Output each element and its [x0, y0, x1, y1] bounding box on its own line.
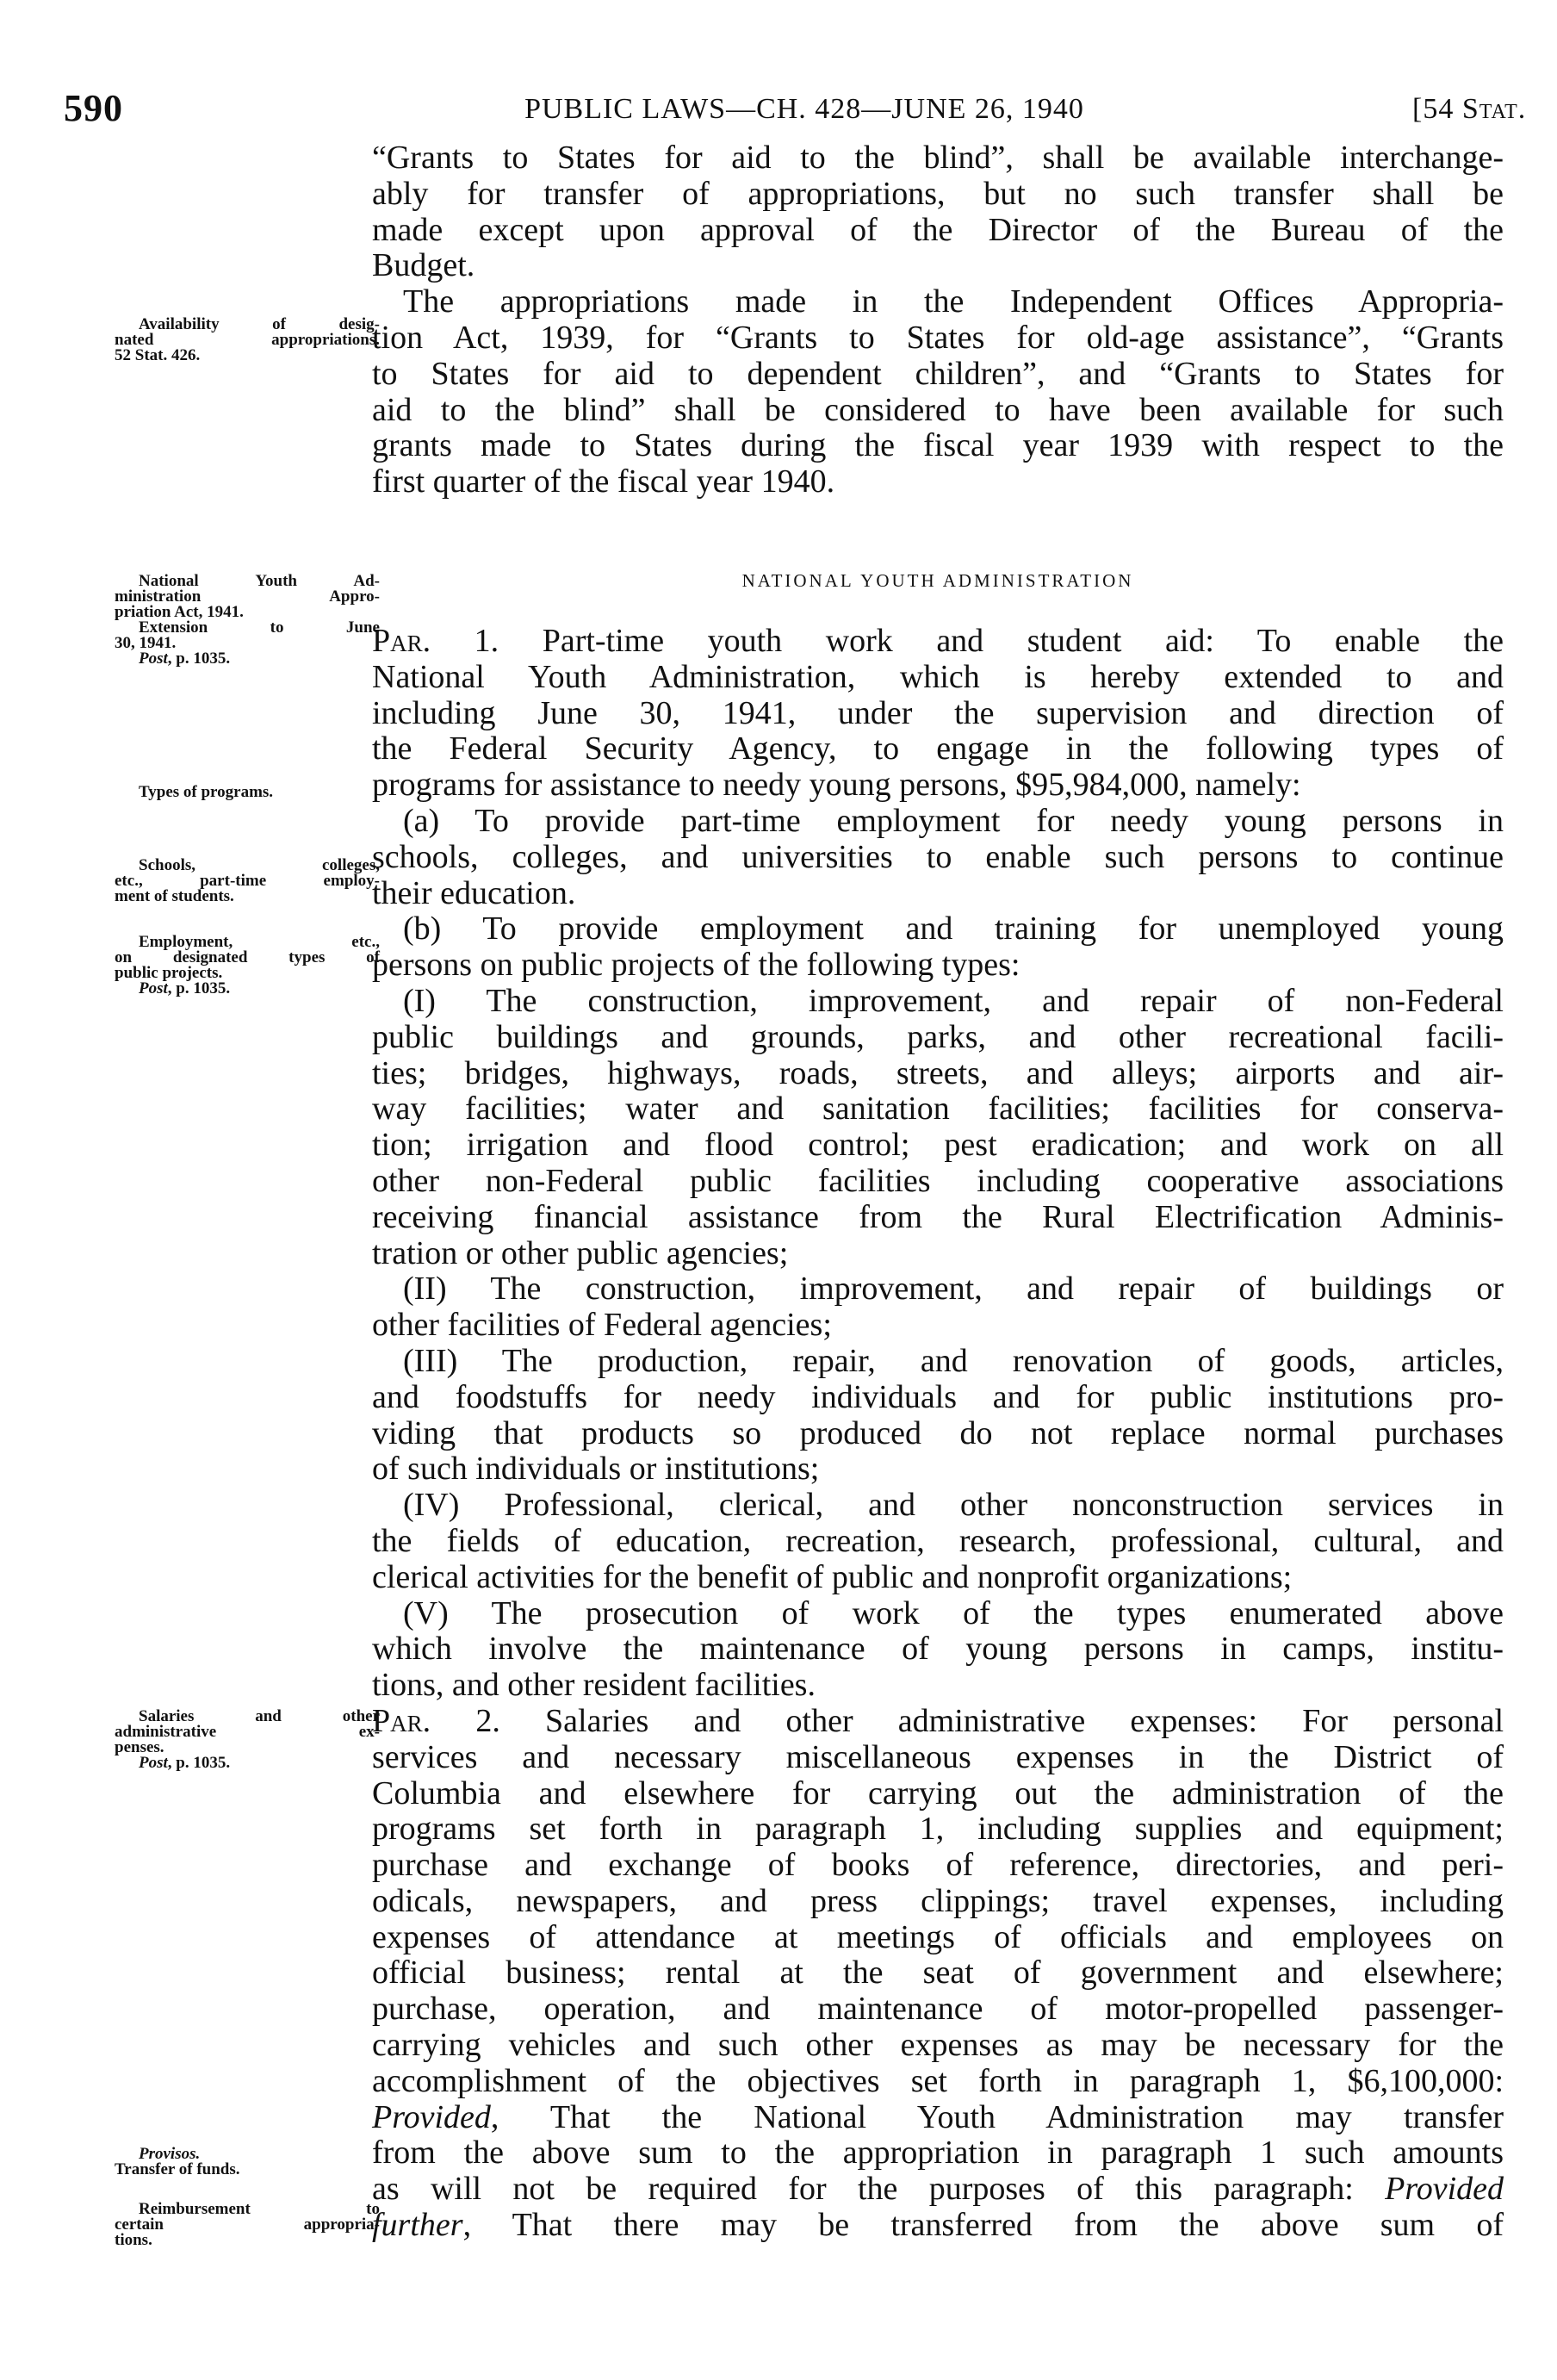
text-line: [372, 1560, 1504, 1596]
text-line: [372, 1488, 1504, 1524]
text-line: [372, 1848, 1504, 1884]
text-segment: the Federal Security Agency, to engage in the following types of: [372, 730, 1504, 767]
text-segment: Budget.: [372, 247, 475, 284]
text-line: [372, 2028, 1504, 2064]
text-line: [372, 1811, 1504, 1848]
text-segment: (III) The production, repair, and renovation of goods, articles,: [403, 1342, 1504, 1379]
text-segment: accomplishment of the objectives set forth in paragraph 1, $6,100,000:: [372, 2062, 1504, 2099]
margin-note-line: [115, 651, 380, 667]
text-line: [372, 804, 1504, 840]
text-line: [372, 1091, 1504, 1128]
text-segment: Types of programs.: [139, 783, 274, 801]
text-segment: services and necessary miscellaneous expenses in the District of: [372, 1738, 1504, 1775]
text-segment: odicals, newspapers, and press clippings; travel expenses, including: [372, 1882, 1504, 1919]
text-line: [372, 284, 1504, 320]
text-segment: Transfer of funds.: [115, 2160, 240, 2178]
text-segment: certain appropria-: [115, 2215, 380, 2234]
text-segment: ment of students.: [115, 887, 234, 905]
text-line: [372, 1776, 1504, 1812]
italic-text: Post: [139, 1754, 168, 1772]
italic-text: further: [372, 2207, 463, 2244]
margin-note-line: [115, 1755, 380, 1771]
margin-note-line: [115, 2217, 380, 2233]
text-line: [372, 2208, 1504, 2244]
body-text-block-1: [372, 140, 1504, 500]
text-line: [372, 1992, 1504, 2028]
text-segment: carrying vehicles and such other expenses as may be necessary for the: [372, 2027, 1504, 2064]
text-segment: National Youth Administration, which is hereby extended to and: [372, 658, 1504, 695]
text-segment: , p. 1035.: [167, 1754, 231, 1772]
text-segment: schools, colleges, and universities to enable such persons to continue: [372, 838, 1504, 875]
text-segment: (a) To provide part-time employment for needy young persons in: [403, 802, 1504, 839]
text-line: [372, 1380, 1504, 1416]
section-heading: National Youth Administration: [741, 564, 1134, 593]
text-segment: priation Act, 1941.: [115, 603, 244, 621]
text-line: [372, 1740, 1504, 1776]
text-segment: Par.: [372, 1702, 431, 1739]
text-segment: official business; rental at the seat of government and elsewhere;: [372, 1954, 1504, 1992]
text-segment: Par.: [372, 623, 431, 659]
margin-note-line: [115, 2233, 380, 2248]
text-segment: aid to the blind” shall be considered to have been available for such: [372, 391, 1504, 428]
text-line: [372, 393, 1504, 429]
text-segment: Reimbursement to: [139, 2200, 380, 2218]
text-line: [372, 213, 1504, 249]
text-line: [372, 876, 1504, 912]
margin-note-availability: [115, 317, 380, 364]
text-line: [372, 1524, 1504, 1560]
text-segment: on designated types of: [115, 948, 380, 966]
text-segment: and foodstuffs for needy individuals and for public institutions pro-: [372, 1378, 1504, 1415]
italic-text: Post: [139, 979, 168, 997]
text-segment: 2. Salaries and other administrative expenses: For personal: [431, 1702, 1504, 1739]
text-line: [372, 1056, 1504, 1092]
text-line: [372, 248, 1504, 284]
text-line: [372, 1920, 1504, 1956]
margin-note-line: [115, 348, 380, 364]
text-line: [372, 696, 1504, 732]
text-line: [372, 840, 1504, 876]
text-segment: (IV) Professional, clerical, and other nonconstruction services in: [403, 1487, 1504, 1524]
text-segment: (II) The construction, improvement, and repair of buildings or: [403, 1271, 1504, 1308]
text-line: [372, 767, 1504, 804]
text-segment: Extension to June: [139, 618, 380, 637]
text-line: [372, 1020, 1504, 1056]
text-line: [372, 1308, 1504, 1344]
text-segment: penses.: [115, 1738, 164, 1756]
text-line: [372, 464, 1504, 500]
text-segment: etc., part-time employ-: [115, 872, 380, 890]
text-line: [372, 984, 1504, 1020]
text-segment: National Youth Ad-: [139, 572, 380, 590]
text-segment: the fields of education, recreation, research, professional, cultural, and: [372, 1522, 1504, 1559]
text-line: [372, 2064, 1504, 2100]
text-segment: programs for assistance to needy young persons, $95,984,000, namely:: [372, 767, 1301, 804]
body-text-block-2: [372, 624, 1504, 2244]
text-line: [372, 1271, 1504, 1308]
text-line: [372, 948, 1504, 984]
text-segment: way facilities; water and sanitation facilities; facilities for conserva-: [372, 1091, 1504, 1128]
text-segment: ably for transfer of appropriations, but no such transfer shall be: [372, 175, 1504, 212]
text-segment: viding that products so produced do not replace normal purchases: [372, 1414, 1504, 1451]
margin-note-schools: [115, 858, 380, 904]
text-segment: Employment, etc.,: [139, 933, 380, 951]
text-line: [372, 1955, 1504, 1992]
text-segment: of such individuals or institutions;: [372, 1451, 820, 1488]
text-segment: Schools, colleges,: [139, 856, 380, 874]
margin-note-line: [115, 981, 380, 997]
margin-note-provisos: [115, 2147, 380, 2178]
text-segment: clerical activities for the benefit of public and nonprofit organizations;: [372, 1558, 1293, 1595]
text-segment: 1. Part-time youth work and student aid: To enable the: [431, 623, 1504, 659]
text-line: [372, 140, 1504, 177]
margin-note-reimbursement: [115, 2202, 380, 2248]
text-segment: other non-Federal public facilities including cooperative associations: [372, 1162, 1504, 1199]
text-segment: (I) The construction, improvement, and repair of non-Federal: [403, 982, 1504, 1019]
text-segment: purchase, operation, and maintenance of motor-propelled passenger-: [372, 1991, 1504, 2028]
text-segment: from the above sum to the appropriation in paragraph 1 such amounts: [372, 2135, 1504, 2172]
italic-text: Post: [139, 649, 168, 668]
text-line: [372, 2135, 1504, 2172]
margin-note-salaries: [115, 1709, 380, 1771]
margin-note-line: [115, 889, 380, 904]
text-segment: Columbia and elsewhere for carrying out the administration of the: [372, 1774, 1504, 1811]
text-segment: including June 30, 1941, under the supervision and direction of: [372, 694, 1504, 731]
text-line: [372, 1200, 1504, 1236]
text-segment: public projects.: [115, 964, 223, 982]
text-line: [372, 1631, 1504, 1668]
text-line: [372, 1236, 1504, 1272]
text-line: [372, 660, 1504, 696]
text-line: [372, 428, 1504, 464]
text-segment: , p. 1035.: [167, 649, 231, 668]
margin-note-line: [115, 785, 380, 800]
text-line: [372, 1416, 1504, 1452]
text-line: [372, 911, 1504, 948]
italic-text: Provided: [372, 2098, 491, 2135]
text-line: [372, 1596, 1504, 1632]
text-segment: , p. 1035.: [167, 979, 231, 997]
text-segment: which involve the maintenance of young persons in camps, institu-: [372, 1631, 1504, 1668]
text-segment: expenses of attendance at meetings of officials and employees on: [372, 1918, 1504, 1955]
text-segment: tration or other public agencies;: [372, 1234, 789, 1271]
text-line: [372, 1344, 1504, 1380]
text-line: [372, 624, 1504, 660]
text-segment: made except upon approval of the Director of the Bureau of the: [372, 211, 1504, 248]
running-head: PUBLIC LAWS—CH. 428—JUNE 26, 1940: [524, 93, 1084, 125]
text-segment: (V) The prosecution of work of the types enumerated above: [403, 1594, 1504, 1631]
text-line: [372, 1704, 1504, 1740]
text-segment: public buildings and grounds, parks, and other recreational facili-: [372, 1018, 1504, 1055]
text-line: [372, 1668, 1504, 1704]
text-line: [372, 357, 1504, 393]
text-segment: 52 Stat. 426.: [115, 346, 201, 364]
text-line: [372, 1884, 1504, 1920]
text-segment: ties; bridges, highways, roads, streets, and alleys; airports and air-: [372, 1054, 1504, 1091]
text-segment: , That the National Youth Administration may transfer: [490, 2098, 1504, 2135]
text-segment: The appropriations made in the Independent Offices Appropria-: [403, 283, 1504, 320]
text-segment: receiving financial assistance from the Rural Electrification Adminis-: [372, 1198, 1504, 1235]
margin-note-employment: [115, 935, 380, 997]
text-line: [372, 2100, 1504, 2136]
text-segment: other facilities of Federal agencies;: [372, 1307, 832, 1344]
margin-note-types-of-programs: [115, 785, 380, 800]
margin-note-line: [115, 2162, 380, 2178]
text-line: [372, 1164, 1504, 1200]
italic-text: Provided: [1385, 2171, 1504, 2208]
italic-text: Provisos.: [139, 2145, 201, 2163]
page-number: 590: [64, 87, 123, 129]
text-segment: administrative ex-: [115, 1723, 380, 1741]
text-segment: Salaries and other: [139, 1707, 380, 1725]
text-line: [372, 731, 1504, 767]
text-line: [372, 1451, 1504, 1488]
text-segment: their education.: [372, 874, 576, 911]
text-segment: tions.: [115, 2231, 152, 2249]
text-segment: (b) To provide employment and training for unemployed young: [403, 910, 1504, 948]
text-segment: programs set forth in paragraph 1, including supplies and equipment;: [372, 1811, 1504, 1848]
text-segment: tion Act, 1939, for “Grants to States for old-age assistance”, “Grants: [372, 319, 1504, 356]
text-line: [372, 1128, 1504, 1164]
text-segment: ministration Appro-: [115, 587, 380, 606]
text-segment: 30, 1941.: [115, 634, 177, 652]
text-line: [372, 2172, 1504, 2208]
text-segment: nated appropriations.: [115, 331, 380, 349]
text-segment: grants made to States during the fiscal year 1939 with respect to the: [372, 427, 1504, 464]
text-segment: tions, and other resident facilities.: [372, 1667, 816, 1704]
text-segment: first quarter of the fiscal year 1940.: [372, 463, 835, 500]
text-segment: as will not be required for the purposes of this paragraph:: [372, 2171, 1386, 2208]
text-segment: “Grants to States for aid to the blind”, shall be available interchange-: [372, 140, 1504, 176]
text-line: [372, 320, 1504, 357]
text-segment: to States for aid to dependent children”, and “Grants to States for: [372, 355, 1504, 392]
text-segment: persons on public projects of the following types:: [372, 947, 1020, 984]
text-segment: purchase and exchange of books of reference, directories, and peri-: [372, 1847, 1504, 1884]
margin-note-nya-act: [115, 574, 380, 667]
text-segment: Availability of desig-: [139, 315, 380, 333]
text-segment: tion; irrigation and flood control; pest eradication; and work on all: [372, 1127, 1504, 1164]
text-segment: , That there may be transferred from the above sum of: [462, 2207, 1504, 2244]
text-line: [372, 177, 1504, 213]
volume-reference: [54 Stat.: [1412, 93, 1527, 125]
